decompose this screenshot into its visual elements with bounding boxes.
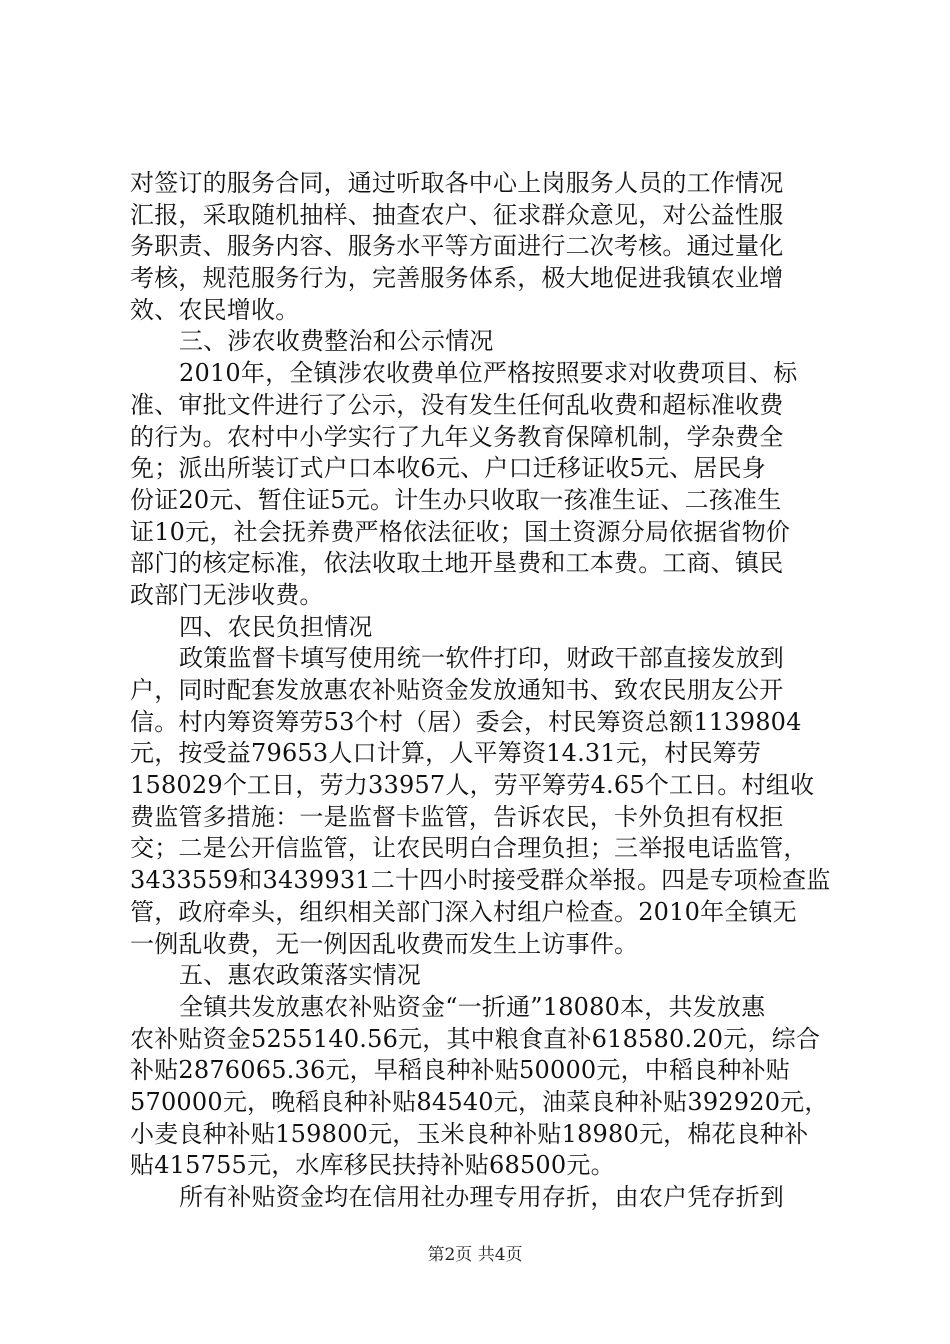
text-line: 五、惠农政策落实情况 <box>179 961 421 990</box>
text-line: 交；二是公开信监管，让农民明白合理负担；三举报电话监管， <box>130 834 808 863</box>
text-line: 一例乱收费，无一例因乱收费而发生上访事件。 <box>130 929 639 958</box>
text-line: 158029个工日，劳力33957人，劳平筹劳4.65个工日。村组收 <box>130 771 815 800</box>
text-line: 2010年，全镇涉农收费单位严格按照要求对收费项目、标 <box>179 359 798 388</box>
document-body <box>130 168 830 1214</box>
text-line: 农补贴资金5255140.56元，其中粮食直补618580.20元，综合 <box>130 1024 821 1053</box>
text-line: 考核，规范服务行为，完善服务体系，极大地促进我镇农业增 <box>130 264 784 293</box>
text-line: 份证20元、暂住证5元。计生办只收取一孩准生证、二孩准生 <box>130 485 782 514</box>
text-line: 570000元，晚稻良种补贴84540元，油菜良种补贴392920元， <box>130 1087 829 1116</box>
text-line: 汇报，采取随机抽样、抽查农户、征求群众意见，对公益性服 <box>130 200 784 229</box>
text-line: 元，按受益79653人口计算，人平筹资14.31元，村民筹劳 <box>130 739 762 768</box>
text-line: 政部门无涉收费。 <box>130 580 324 609</box>
text-line: 全镇共发放惠农补贴资金“一折通”18080本，共发放惠 <box>179 992 766 1021</box>
text-line: 管，政府牵头，组织相关部门深入村组户检查。2010年全镇无 <box>130 897 797 926</box>
page-footer: 第2页 共4页 <box>427 1245 523 1265</box>
text-line: 3433559和3439931二十四小时接受群众举报。四是专项检查监 <box>130 866 831 895</box>
text-line: 信。村内筹资筹劳53个村（居）委会，村民筹资总额1139804 <box>130 707 802 736</box>
text-line: 补贴2876065.36元，早稻良种补贴50000元，中稻良种补贴 <box>130 1056 791 1085</box>
text-line: 的行为。农村中小学实行了九年义务教育保障机制，学杂费全 <box>130 422 784 451</box>
text-line: 贴415755元，水库移民扶持补贴68500元。 <box>130 1151 615 1180</box>
text-line: 对签订的服务合同，通过听取各中心上岗服务人员的工作情况 <box>130 169 784 197</box>
text-line: 效、农民增收。 <box>130 295 300 324</box>
text-line: 证10元，社会抚养费严格依法征收；国土资源分局依据省物价 <box>130 517 791 546</box>
text-line: 准、审批文件进行了公示，没有发生任何乱收费和超标准收费 <box>130 390 784 419</box>
text-line: 三、涉农收费整治和公示情况 <box>179 327 494 356</box>
text-line: 免；派出所装订式户口本收6元、户口迁移证收5元、居民身 <box>130 454 766 483</box>
text-line: 所有补贴资金均在信用社办理专用存折，由农户凭存折到 <box>179 1183 784 1211</box>
text-line: 务职责、服务内容、服务水平等方面进行二次考核。通过量化 <box>130 232 784 261</box>
text-line: 小麦良种补贴159800元，玉米良种补贴18980元，棉花良种补 <box>130 1119 809 1148</box>
text-line: 政策监督卡填写使用统一软件打印，财政干部直接发放到 <box>179 644 784 673</box>
text-line: 部门的核定标准，依法收取土地开垦费和工本费。工商、镇民 <box>130 549 784 578</box>
text-line: 费监管多措施：一是监督卡监管，告诉农民，卡外负担有权拒 <box>130 802 784 831</box>
text-line: 户，同时配套发放惠农补贴资金发放通知书、致农民朋友公开 <box>130 676 784 704</box>
text-line: 四、农民负担情况 <box>179 612 373 641</box>
